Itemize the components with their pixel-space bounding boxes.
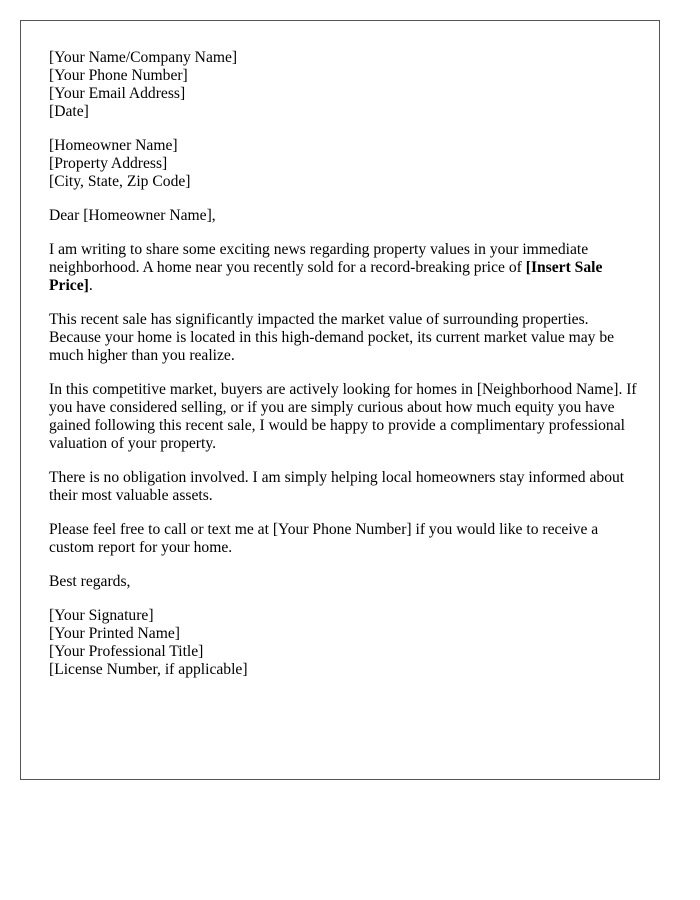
sender-phone: [Your Phone Number] <box>49 67 188 84</box>
body-paragraph-4: There is no obligation involved. I am simply helping local homeowners stay informed about their most valuable assets. <box>49 469 625 504</box>
letter-date: [Date] <box>49 103 89 120</box>
body-paragraph-3: In this competitive market, buyers are actively looking for homes in [Neighborhood Name]. If you have considered selling, or if you are simply curious about how much equity you have gained following this recent sale, I would be happy to provide a complimentary professional valuation of your property. <box>49 381 637 452</box>
recipient-address: [Property Address] <box>49 155 168 172</box>
letter-page <box>20 20 660 780</box>
salutation: Dear [Homeowner Name], <box>49 207 216 224</box>
closing: Best regards, <box>49 573 131 590</box>
recipient-city-state-zip: [City, State, Zip Code] <box>49 173 191 190</box>
letter-body <box>49 49 639 695</box>
license-number: [License Number, if applicable] <box>49 661 248 678</box>
paragraph-1-text: I am writing to share some exciting news regarding property values in your immediate neighborhood. A home near you recently sold for a record-breaking price of <box>49 241 589 276</box>
body-paragraph-1 <box>49 241 639 295</box>
signature-line: [Your Signature] <box>49 607 154 624</box>
body-paragraph-5: Please feel free to call or text me at [Your Phone Number] if you would like to receive a custom report for your home. <box>49 521 599 556</box>
signature-block <box>49 607 639 679</box>
printed-name: [Your Printed Name] <box>49 625 180 642</box>
paragraph-1-end: . <box>88 277 93 294</box>
recipient-name: [Homeowner Name] <box>49 137 178 154</box>
sender-email: [Your Email Address] <box>49 85 186 102</box>
sender-block <box>49 49 639 121</box>
recipient-block <box>49 137 639 191</box>
body-paragraph-2: This recent sale has significantly impacted the market value of surrounding properties. Because your home is located in this high-demand pocket, its current market value may be much higher than you realize. <box>49 311 615 364</box>
sender-name: [Your Name/Company Name] <box>49 49 238 66</box>
professional-title: [Your Professional Title] <box>49 643 204 660</box>
sale-price-placeholder: [Insert Sale Price] <box>49 259 603 294</box>
